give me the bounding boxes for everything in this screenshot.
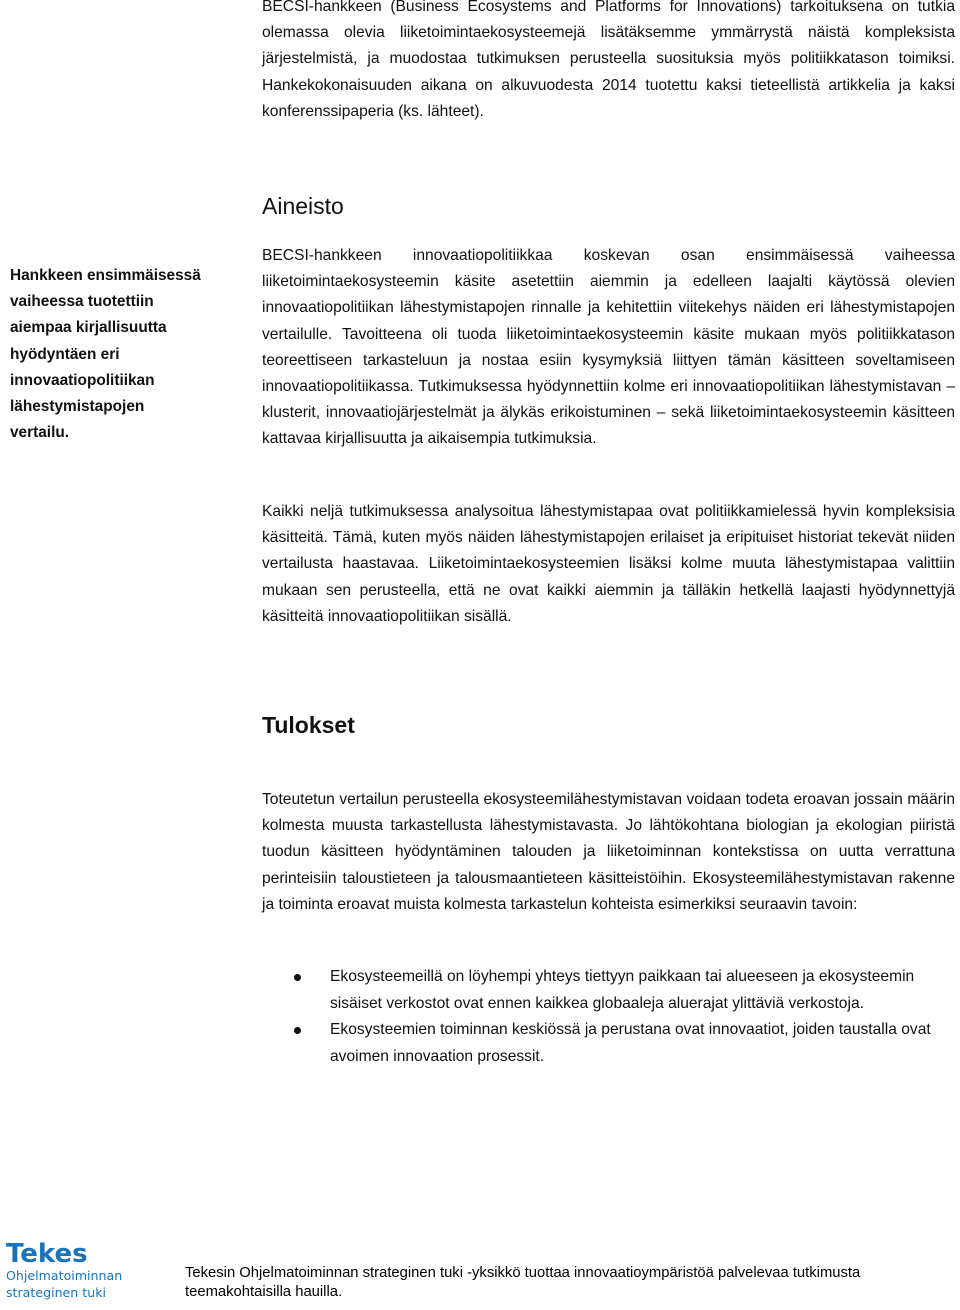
- logo-subtitle-line-1: Ohjelmatoiminnan: [6, 1268, 123, 1283]
- section-heading-tulokset: Tulokset: [262, 712, 355, 738]
- section-heading-aineisto: Aineisto: [262, 193, 344, 219]
- footer-text: Tekesin Ohjelmatoiminnan strateginen tuki -yksikkö tuottaa innovaatioympäristöä palvelevaa tutkimusta teemakohtaisilla hauilla.: [185, 1265, 861, 1300]
- logo-subtitle-line-2: strateginen tuki: [6, 1284, 106, 1300]
- intro-paragraph: BECSI-hankkeen (Business Ecosystems and Platforms for Innovations) tarkoituksena on tutkia olemassa olevia liiketoimintaekosysteemejä lisätäksemme ymmärrystä näistä kompleksista järjestelmistä, ja muodostaa tutkimuksen perusteella suosituksia myös politiikkatason toimiksi. Hankekokonaisuuden aikana on alkuvuodesta 2014 tuotettu kaksi tieteellistä artikkelia ja kaksi konferenssipaperia (ks. lähteet).: [262, 0, 955, 120]
- tulokset-bullet-list: [262, 964, 955, 1070]
- aineisto-paragraph-2: Kaikki neljä tutkimuksessa analysoitua lähestymistapaa ovat politiikkamielessä hyvin kompleksisia käsitteitä. Tämä, kuten myös näiden lähestymistapojen erilaiset ja eripituiset historiat tekevät niiden vertailusta haastavaa. Liiketoimintaekosysteemien lisäksi kolme muuta lähestymistapaa valittiin mukaan sen perusteella, että ne ovat kaikki aiemmin ja tälläkin hetkellä laajasti hyödynnettyjä käsitteitä innovaatiopolitiikan sisällä.: [262, 503, 955, 625]
- bullet-text: Ekosysteemien toiminnan keskiössä ja perustana ovat innovaatiot, joiden taustalla ovat avoimen innovaation prosessit.: [330, 1021, 931, 1065]
- logo-wordmark: Tekes: [6, 1239, 88, 1269]
- aineisto-paragraph-1: BECSI-hankkeen innovaatiopolitiikkaa koskevan osan ensimmäisessä vaiheessa liiketoimintaekosysteemin käsite asetettiin aiemmin ja edelleen laajalti käytössä olevien innovaatiopolitiikan lähestymistapojen rinnalle ja kehitettiin viitekehys näiden eri lähestymistapojen vertailulle. Tavoitteena oli tuoda liiketoimintaekosysteemin käsite mukaan myös politiikkatason teoreettiseen tarkasteluun ja nostaa esiin kysymyksiä liittyen tämän käsitteen soveltamiseen innovaatiopolitiikassa. Tutkimuksessa hyödynnettiin kolme eri innovaatiopolitiikan lähestymistavan – klusterit, innovaatiojärjestelmät ja älykäs erikoistuminen – sekä liiketoimintaekosysteemin käsitteen kattavaa kirjallisuutta ja aikaisempia tutkimuksia.: [262, 247, 955, 448]
- tulokset-paragraph: Toteutetun vertailun perusteella ekosysteemilähestymistavan voidaan todeta eroavan jossain määrin kolmesta muusta tarkastellusta lähestymistavasta. Jo lähtökohtana biologian ja ekologian piiristä tuodun käsitteen hyödyntäminen talouden ja liiketoiminnan kontekstissa on uutta verrattuna perinteisiin taloustieteen ja talousmaantieteen käsitteistöihin. Ekosysteemilähestymistavan rakenne ja toiminta eroavat muista kolmesta tarkastelun kohteista esimerkiksi seuraavin tavoin:: [262, 791, 955, 913]
- list-item: [262, 964, 955, 1017]
- list-item: [262, 1017, 955, 1070]
- bullet-icon: [294, 974, 301, 981]
- bullet-text: Ekosysteemeillä on löyhempi yhteys tiettyyn paikkaan tai alueeseen ja ekosysteemin sisäiset verkostot ovat ennen kaikkea globaaleja aluerajat ylittäviä verkostoja.: [330, 968, 915, 1012]
- sidebar-note: Hankkeen ensimmäisessä vaiheessa tuotettiin aiempaa kirjallisuutta hyödyntäen eri innovaatiopolitiikan lähestymistapojen vertailu.: [10, 267, 201, 442]
- bullet-icon: [294, 1027, 301, 1034]
- tekes-logo: [6, 1240, 122, 1301]
